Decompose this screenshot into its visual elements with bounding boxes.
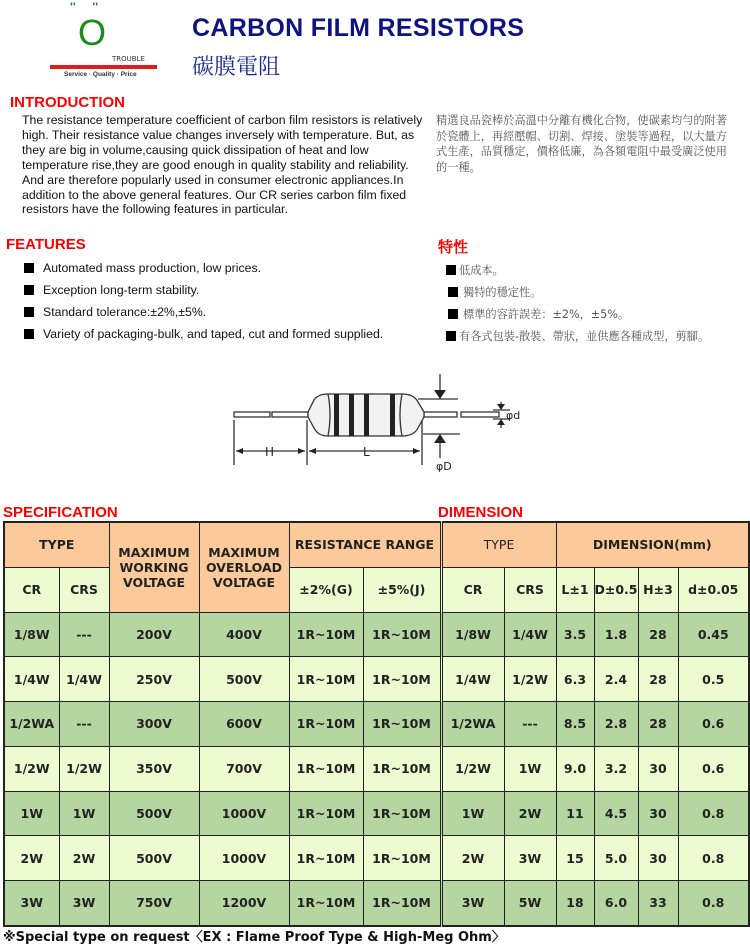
feature-item (24, 327, 383, 341)
table-cell: 1W (59, 791, 109, 836)
table-cell: 300V (109, 702, 199, 747)
dimension-heading: DIMENSION (438, 504, 524, 521)
table-cell: 1R~10M (363, 791, 441, 836)
page-title-zh: 碳膜電阻 (192, 55, 281, 80)
bullet-icon (446, 331, 456, 341)
table-cell: 3W (59, 881, 109, 926)
feature-item (24, 305, 206, 319)
table-cell: 1/8W (441, 612, 504, 657)
logo-dots-icon: '' '' (70, 0, 99, 14)
table-cell: 350V (109, 746, 199, 791)
table-cell: 750V (109, 881, 199, 926)
table-cell: 1/2W (441, 746, 504, 791)
table-cell: 4.5 (594, 791, 638, 836)
label-h: H (265, 445, 275, 459)
table-cell: 6.0 (594, 881, 638, 926)
feature-item (24, 283, 199, 297)
table-cell: 1000V (199, 791, 289, 836)
table-cell: 1R~10M (363, 836, 441, 881)
table-cell: 1W (4, 791, 59, 836)
table-cell: 700V (199, 746, 289, 791)
table-cell: 200V (109, 612, 199, 657)
feature-text: 有各式包裝-散裝、帶狀，並供應各種成型，剪腳。 (459, 330, 710, 343)
table-cell: 1R~10M (289, 836, 363, 881)
table-cell: 250V (109, 657, 199, 702)
table-row (4, 612, 749, 657)
feature-item-zh (446, 328, 709, 344)
header-resistance-range: RESISTANCE RANGE (289, 522, 441, 567)
table-cell: 3.5 (556, 612, 594, 657)
table-cell: 400V (199, 612, 289, 657)
table-cell: 1/8W (4, 612, 59, 657)
table-cell: 1/2W (4, 746, 59, 791)
table-cell: 2W (59, 836, 109, 881)
logo-word: TROUBLE (112, 55, 145, 63)
table-cell: 600V (199, 702, 289, 747)
table-cell: 5W (504, 881, 556, 926)
table-cell: 0.8 (678, 881, 749, 926)
header-crs: CRS (59, 567, 109, 612)
table-cell: 30 (638, 791, 678, 836)
table-cell: 1/4W (441, 657, 504, 702)
feature-text: 低成本。 (459, 264, 504, 277)
features-heading-zh: 特性 (438, 239, 469, 256)
table-row (4, 657, 749, 702)
feature-text: Exception long-term stability. (43, 283, 200, 297)
introduction-text: The resistance temperature coefficient of carbon film resistors is relatively high. Their resistance value changes inversely with temperature. But, as they are big in volume,causing quick dissipation of heat and low temperature rise,they are good enough in quality stability and reliability. And are therefore popularly used in consumer electronic appliances.In addition to the above general features. Our CR series carbon film fixed resistors have the following features in particular. (22, 113, 423, 217)
bullet-icon (24, 329, 34, 339)
bullet-icon (24, 263, 34, 273)
header-g: ±2%(G) (289, 567, 363, 612)
table-cell: 3.2 (594, 746, 638, 791)
feature-text: Variety of packaging-bulk, and taped, cut and formed supplied. (43, 327, 384, 341)
feature-text: Standard tolerance:±2%,±5%. (43, 305, 207, 319)
logo-mark: O (78, 12, 107, 53)
table-row (4, 746, 749, 791)
table-cell: 1200V (199, 881, 289, 926)
header-dim-cr: CR (441, 567, 504, 612)
table-cell: 1W (441, 791, 504, 836)
table-cell: 1/2W (504, 657, 556, 702)
table-cell: 2W (504, 791, 556, 836)
resistor-diagram (228, 370, 528, 480)
introduction-heading: INTRODUCTION (10, 94, 125, 111)
table-cell: 3W (441, 881, 504, 926)
table-cell: 500V (109, 791, 199, 836)
feature-text: 標準的容許誤差：±2%，±5%。 (463, 308, 630, 321)
label-d: φd (506, 409, 521, 422)
table-cell: 0.6 (678, 702, 749, 747)
header-max-working: MAXIMUM WORKING VOLTAGE (109, 522, 199, 612)
table-cell: 0.5 (678, 657, 749, 702)
table-cell: 0.6 (678, 746, 749, 791)
table-cell: 500V (109, 836, 199, 881)
table-row (4, 791, 749, 836)
table-cell: 1R~10M (363, 746, 441, 791)
feature-text: Automated mass production, low prices. (43, 261, 262, 275)
table-cell: 500V (199, 657, 289, 702)
table-row (4, 881, 749, 926)
header-h: H±3 (638, 567, 678, 612)
table-cell: 1000V (199, 836, 289, 881)
table-cell: --- (504, 702, 556, 747)
table-cell: 3W (4, 881, 59, 926)
table-cell: 0.45 (678, 612, 749, 657)
header-j: ±5%(J) (363, 567, 441, 612)
company-logo (48, 0, 160, 80)
specification-heading: SPECIFICATION (3, 504, 118, 521)
table-cell: 6.3 (556, 657, 594, 702)
logo-bar (50, 65, 157, 69)
header-dimension: DIMENSION(mm) (556, 522, 749, 567)
table-cell: 28 (638, 657, 678, 702)
spec-table (3, 521, 750, 927)
table-cell: 1R~10M (363, 612, 441, 657)
table-cell: 5.0 (594, 836, 638, 881)
table-row (4, 702, 749, 747)
header-type: TYPE (4, 522, 109, 567)
header-dim-type: TYPE (441, 522, 556, 567)
table-cell: 1/4W (504, 612, 556, 657)
label-D: φD (436, 460, 452, 473)
table-cell: 2W (4, 836, 59, 881)
table-cell: 1R~10M (289, 791, 363, 836)
header-cr: CR (4, 567, 59, 612)
table-cell: 15 (556, 836, 594, 881)
feature-item-zh (448, 306, 629, 322)
table-cell: 0.8 (678, 836, 749, 881)
table-cell: 2.8 (594, 702, 638, 747)
feature-item-zh (448, 284, 541, 300)
feature-item-zh (446, 262, 504, 278)
header-max-overload: MAXIMUM OVERLOAD VOLTAGE (199, 522, 289, 612)
bullet-icon (448, 287, 458, 297)
table-cell: 18 (556, 881, 594, 926)
introduction-text-zh: 精選良品瓷棒於高溫中分離有機化合物，使碳素均勻的附著於瓷體上，再經壓帽、切割、焊接、塗裝等過程，以大量方式生產，品質穩定，價格低廉，為各類電阻中最受廣泛使用的一種。 (436, 114, 727, 174)
table-row (4, 836, 749, 881)
table-cell: --- (59, 612, 109, 657)
table-cell: 1/2W (59, 746, 109, 791)
table-cell: 30 (638, 836, 678, 881)
table-cell: 2W (441, 836, 504, 881)
table-cell: 30 (638, 746, 678, 791)
table-cell: 1R~10M (363, 881, 441, 926)
table-cell: 28 (638, 702, 678, 747)
table-cell: 2.4 (594, 657, 638, 702)
table-cell: 1R~10M (289, 657, 363, 702)
table-cell: 28 (638, 612, 678, 657)
table-cell: --- (59, 702, 109, 747)
header-d: d±0.05 (678, 567, 749, 612)
table-cell: 1R~10M (289, 612, 363, 657)
bullet-icon (448, 309, 458, 319)
table-cell: 1W (504, 746, 556, 791)
logo-slogan: Service · Quality · Price (64, 71, 137, 78)
table-cell: 1/2WA (441, 702, 504, 747)
table-cell: 3W (504, 836, 556, 881)
header-l: L±1 (556, 567, 594, 612)
table-cell: 1.8 (594, 612, 638, 657)
table-cell: 1R~10M (289, 702, 363, 747)
table-cell: 8.5 (556, 702, 594, 747)
table-cell: 1/2WA (4, 702, 59, 747)
bullet-icon (24, 285, 34, 295)
feature-text: 獨特的穩定性。 (463, 286, 542, 299)
table-cell: 0.8 (678, 791, 749, 836)
label-l: L (363, 445, 370, 459)
table-cell: 1R~10M (363, 702, 441, 747)
features-heading: FEATURES (6, 236, 86, 253)
page-title: CARBON FILM RESISTORS (192, 14, 525, 42)
table-cell: 1/4W (4, 657, 59, 702)
bullet-icon (446, 265, 456, 275)
table-cell: 33 (638, 881, 678, 926)
header-dim-crs: CRS (504, 567, 556, 612)
table-cell: 1/4W (59, 657, 109, 702)
footer-note: ※Special type on request〈EX : Flame Proof Type & High-Meg Ohm〉 (3, 930, 505, 945)
header-D: D±0.5 (594, 567, 638, 612)
table-cell: 1R~10M (289, 746, 363, 791)
bullet-icon (24, 307, 34, 317)
table-cell: 1R~10M (289, 881, 363, 926)
table-cell: 9.0 (556, 746, 594, 791)
table-cell: 1R~10M (363, 657, 441, 702)
feature-item (24, 261, 261, 275)
table-cell: 11 (556, 791, 594, 836)
